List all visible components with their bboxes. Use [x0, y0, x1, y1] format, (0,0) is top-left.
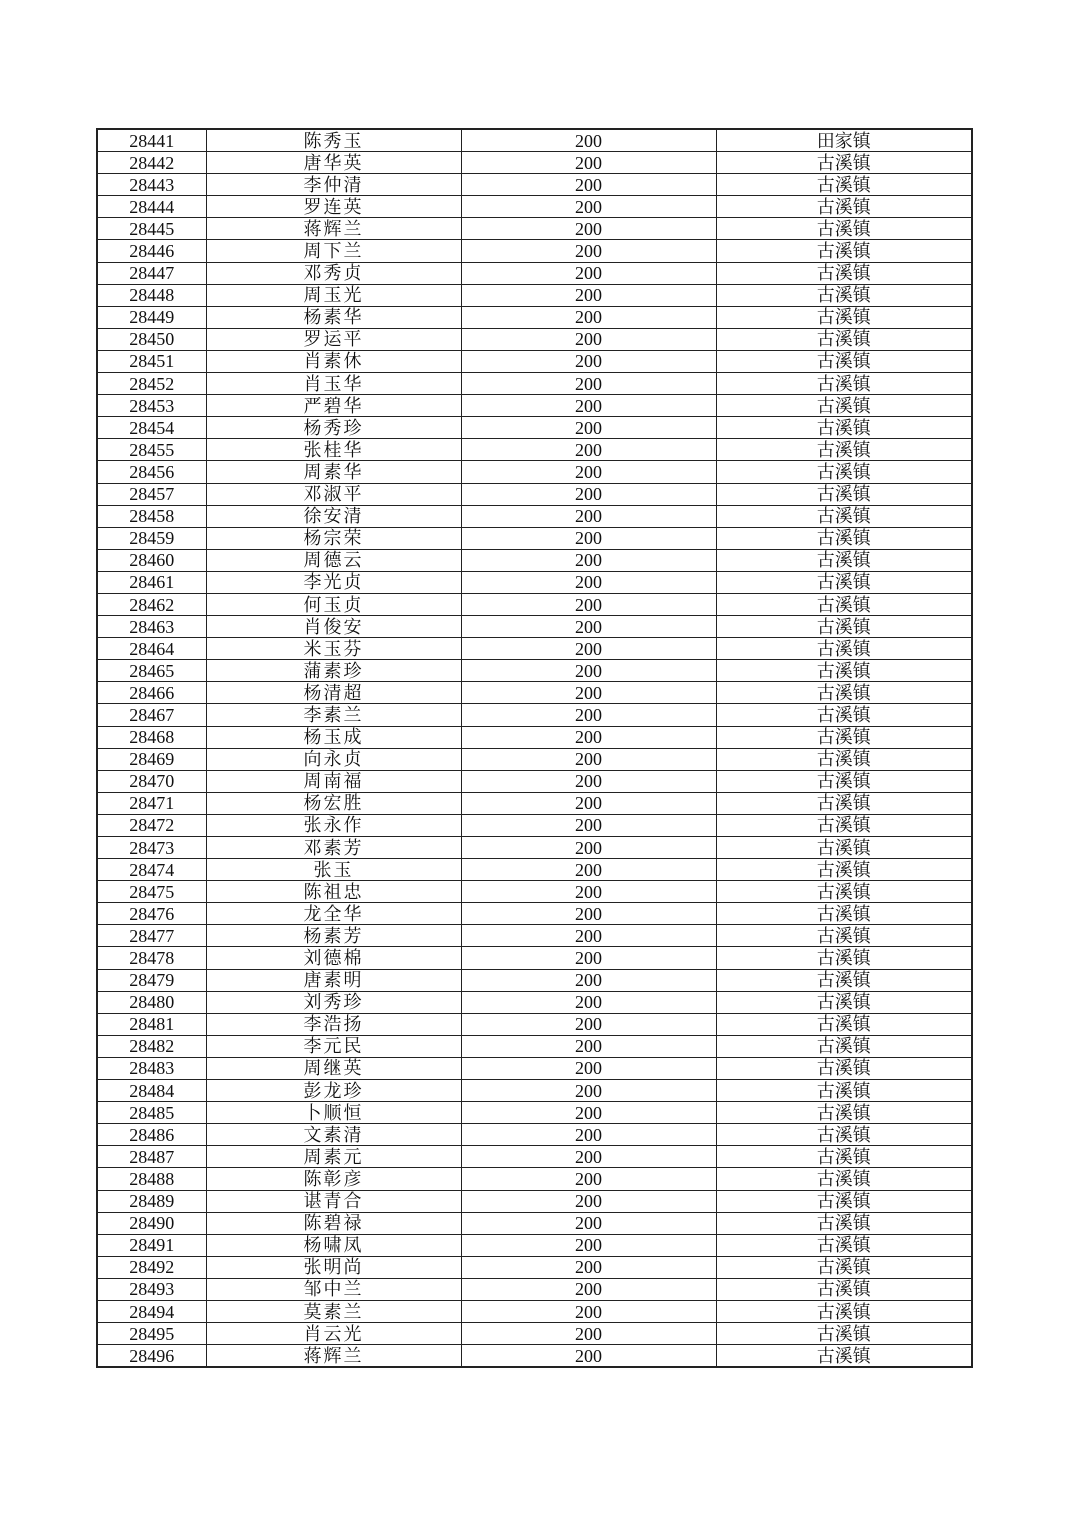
town-cell: 古溪镇 [716, 284, 972, 306]
table-row [97, 1102, 972, 1124]
name-cell: 李元民 [206, 1035, 461, 1057]
table-row [97, 284, 972, 306]
name-cell: 邓秀贞 [206, 262, 461, 284]
record-number-cell: 28452 [97, 373, 206, 395]
amount-cell: 200 [461, 859, 716, 881]
record-number-cell: 28471 [97, 792, 206, 814]
town-cell: 古溪镇 [716, 1057, 972, 1079]
town-cell: 古溪镇 [716, 527, 972, 549]
name-cell: 向永贞 [206, 748, 461, 770]
name-cell: 徐安清 [206, 505, 461, 527]
town-cell: 古溪镇 [716, 373, 972, 395]
table-row [97, 1300, 972, 1322]
record-number-cell: 28466 [97, 682, 206, 704]
name-cell: 陈碧禄 [206, 1212, 461, 1234]
name-cell: 张玉 [206, 859, 461, 881]
amount-cell: 200 [461, 903, 716, 925]
table-row [97, 925, 972, 947]
table-row [97, 527, 972, 549]
table-row [97, 881, 972, 903]
record-number-cell: 28488 [97, 1168, 206, 1190]
town-cell: 古溪镇 [716, 748, 972, 770]
amount-cell: 200 [461, 306, 716, 328]
amount-cell: 200 [461, 1190, 716, 1212]
table-row [97, 1234, 972, 1256]
table-row [97, 350, 972, 372]
name-cell: 李仲清 [206, 174, 461, 196]
record-number-cell: 28487 [97, 1146, 206, 1168]
name-cell: 彭龙珍 [206, 1080, 461, 1102]
town-cell: 古溪镇 [716, 1212, 972, 1234]
table-row [97, 704, 972, 726]
name-cell: 蒋辉兰 [206, 1345, 461, 1368]
town-cell: 田家镇 [716, 129, 972, 152]
amount-cell: 200 [461, 196, 716, 218]
record-number-cell: 28494 [97, 1300, 206, 1322]
amount-cell: 200 [461, 1102, 716, 1124]
name-cell: 蒋辉兰 [206, 218, 461, 240]
name-cell: 张桂华 [206, 439, 461, 461]
table-row [97, 240, 972, 262]
name-cell: 邓淑平 [206, 483, 461, 505]
town-cell: 古溪镇 [716, 1278, 972, 1300]
record-number-cell: 28482 [97, 1035, 206, 1057]
record-number-cell: 28483 [97, 1057, 206, 1079]
record-number-cell: 28491 [97, 1234, 206, 1256]
table-row [97, 328, 972, 350]
town-cell: 古溪镇 [716, 903, 972, 925]
table-row [97, 218, 972, 240]
record-number-cell: 28464 [97, 638, 206, 660]
amount-cell: 200 [461, 395, 716, 417]
town-cell: 古溪镇 [716, 726, 972, 748]
town-cell: 古溪镇 [716, 638, 972, 660]
town-cell: 古溪镇 [716, 483, 972, 505]
record-number-cell: 28496 [97, 1345, 206, 1368]
amount-cell: 200 [461, 770, 716, 792]
table-row [97, 792, 972, 814]
town-cell: 古溪镇 [716, 1035, 972, 1057]
town-cell: 古溪镇 [716, 991, 972, 1013]
table-row [97, 439, 972, 461]
table-row [97, 152, 972, 174]
table-row [97, 991, 972, 1013]
name-cell: 周下兰 [206, 240, 461, 262]
amount-cell: 200 [461, 1168, 716, 1190]
town-cell: 古溪镇 [716, 174, 972, 196]
town-cell: 古溪镇 [716, 792, 972, 814]
name-cell: 肖玉华 [206, 373, 461, 395]
table-row [97, 1278, 972, 1300]
name-cell: 文素清 [206, 1124, 461, 1146]
record-number-cell: 28467 [97, 704, 206, 726]
name-cell: 肖俊安 [206, 616, 461, 638]
town-cell: 古溪镇 [716, 152, 972, 174]
table-row [97, 1035, 972, 1057]
table-row [97, 174, 972, 196]
table-row [97, 1256, 972, 1278]
amount-cell: 200 [461, 638, 716, 660]
table-row [97, 1212, 972, 1234]
name-cell: 李光贞 [206, 571, 461, 593]
amount-cell: 200 [461, 837, 716, 859]
table-row [97, 417, 972, 439]
amount-cell: 200 [461, 439, 716, 461]
record-number-cell: 28445 [97, 218, 206, 240]
record-number-cell: 28470 [97, 770, 206, 792]
table-row [97, 373, 972, 395]
town-cell: 古溪镇 [716, 196, 972, 218]
name-cell: 邹中兰 [206, 1278, 461, 1300]
amount-cell: 200 [461, 1212, 716, 1234]
amount-cell: 200 [461, 947, 716, 969]
town-cell: 古溪镇 [716, 881, 972, 903]
town-cell: 古溪镇 [716, 1168, 972, 1190]
table-row [97, 395, 972, 417]
town-cell: 古溪镇 [716, 1102, 972, 1124]
record-number-cell: 28473 [97, 837, 206, 859]
town-cell: 古溪镇 [716, 1256, 972, 1278]
table-row [97, 483, 972, 505]
town-cell: 古溪镇 [716, 549, 972, 571]
amount-cell: 200 [461, 483, 716, 505]
town-cell: 古溪镇 [716, 1300, 972, 1322]
record-number-cell: 28459 [97, 527, 206, 549]
record-number-cell: 28486 [97, 1124, 206, 1146]
table-row [97, 1190, 972, 1212]
table-row [97, 461, 972, 483]
amount-cell: 200 [461, 748, 716, 770]
name-cell: 周素元 [206, 1146, 461, 1168]
town-cell: 古溪镇 [716, 350, 972, 372]
name-cell: 肖素休 [206, 350, 461, 372]
name-cell: 邓素芳 [206, 837, 461, 859]
record-number-cell: 28474 [97, 859, 206, 881]
record-number-cell: 28478 [97, 947, 206, 969]
name-cell: 刘秀珍 [206, 991, 461, 1013]
town-cell: 古溪镇 [716, 704, 972, 726]
table-row [97, 1146, 972, 1168]
amount-cell: 200 [461, 925, 716, 947]
amount-cell: 200 [461, 373, 716, 395]
amount-cell: 200 [461, 417, 716, 439]
name-cell: 米玉芬 [206, 638, 461, 660]
amount-cell: 200 [461, 1080, 716, 1102]
table-row [97, 1323, 972, 1345]
name-cell: 周德云 [206, 549, 461, 571]
table-row [97, 306, 972, 328]
name-cell: 陈祖忠 [206, 881, 461, 903]
table-row [97, 1080, 972, 1102]
name-cell: 陈彰彦 [206, 1168, 461, 1190]
town-cell: 古溪镇 [716, 837, 972, 859]
amount-cell: 200 [461, 814, 716, 836]
town-cell: 古溪镇 [716, 571, 972, 593]
name-cell: 杨宗荣 [206, 527, 461, 549]
name-cell: 罗连英 [206, 196, 461, 218]
name-cell: 杨宏胜 [206, 792, 461, 814]
amount-cell: 200 [461, 1300, 716, 1322]
table-row [97, 196, 972, 218]
amount-cell: 200 [461, 1124, 716, 1146]
name-cell: 杨素芳 [206, 925, 461, 947]
record-number-cell: 28451 [97, 350, 206, 372]
name-cell: 蒲素珍 [206, 660, 461, 682]
town-cell: 古溪镇 [716, 328, 972, 350]
name-cell: 罗运平 [206, 328, 461, 350]
amount-cell: 200 [461, 262, 716, 284]
amount-cell: 200 [461, 461, 716, 483]
amount-cell: 200 [461, 350, 716, 372]
name-cell: 张明尚 [206, 1256, 461, 1278]
record-number-cell: 28458 [97, 505, 206, 527]
town-cell: 古溪镇 [716, 1124, 972, 1146]
town-cell: 古溪镇 [716, 262, 972, 284]
table-body [97, 129, 972, 1367]
name-cell: 谌青合 [206, 1190, 461, 1212]
amount-cell: 200 [461, 1345, 716, 1368]
name-cell: 刘德棉 [206, 947, 461, 969]
name-cell: 杨玉成 [206, 726, 461, 748]
record-number-cell: 28477 [97, 925, 206, 947]
amount-cell: 200 [461, 969, 716, 991]
amount-cell: 200 [461, 328, 716, 350]
amount-cell: 200 [461, 1035, 716, 1057]
amount-cell: 200 [461, 129, 716, 152]
town-cell: 古溪镇 [716, 417, 972, 439]
name-cell: 陈秀玉 [206, 129, 461, 152]
amount-cell: 200 [461, 549, 716, 571]
table-row [97, 859, 972, 881]
record-number-cell: 28485 [97, 1102, 206, 1124]
name-cell: 唐华英 [206, 152, 461, 174]
amount-cell: 200 [461, 505, 716, 527]
town-cell: 古溪镇 [716, 682, 972, 704]
name-cell: 卜顺恒 [206, 1102, 461, 1124]
table-row [97, 571, 972, 593]
amount-cell: 200 [461, 991, 716, 1013]
amount-cell: 200 [461, 726, 716, 748]
town-cell: 古溪镇 [716, 1234, 972, 1256]
data-table [96, 128, 973, 1368]
name-cell: 杨素华 [206, 306, 461, 328]
record-number-cell: 28463 [97, 616, 206, 638]
town-cell: 古溪镇 [716, 439, 972, 461]
amount-cell: 200 [461, 1057, 716, 1079]
record-number-cell: 28462 [97, 593, 206, 615]
record-number-cell: 28442 [97, 152, 206, 174]
record-number-cell: 28469 [97, 748, 206, 770]
town-cell: 古溪镇 [716, 616, 972, 638]
table-row [97, 1345, 972, 1368]
name-cell: 肖云光 [206, 1323, 461, 1345]
table-row [97, 726, 972, 748]
table-row [97, 903, 972, 925]
table-row [97, 262, 972, 284]
record-number-cell: 28447 [97, 262, 206, 284]
amount-cell: 200 [461, 660, 716, 682]
table-row [97, 1168, 972, 1190]
table-row [97, 638, 972, 660]
town-cell: 古溪镇 [716, 969, 972, 991]
record-number-cell: 28446 [97, 240, 206, 262]
record-number-cell: 28468 [97, 726, 206, 748]
record-number-cell: 28443 [97, 174, 206, 196]
town-cell: 古溪镇 [716, 1345, 972, 1368]
record-number-cell: 28441 [97, 129, 206, 152]
town-cell: 古溪镇 [716, 1013, 972, 1035]
table-row [97, 1057, 972, 1079]
town-cell: 古溪镇 [716, 505, 972, 527]
name-cell: 杨清超 [206, 682, 461, 704]
record-number-cell: 28479 [97, 969, 206, 991]
name-cell: 周继英 [206, 1057, 461, 1079]
table-row [97, 549, 972, 571]
amount-cell: 200 [461, 174, 716, 196]
table-row [97, 969, 972, 991]
table-row [97, 616, 972, 638]
name-cell: 周南福 [206, 770, 461, 792]
record-number-cell: 28495 [97, 1323, 206, 1345]
record-number-cell: 28461 [97, 571, 206, 593]
name-cell: 张永作 [206, 814, 461, 836]
town-cell: 古溪镇 [716, 660, 972, 682]
amount-cell: 200 [461, 284, 716, 306]
amount-cell: 200 [461, 682, 716, 704]
record-number-cell: 28455 [97, 439, 206, 461]
amount-cell: 200 [461, 571, 716, 593]
amount-cell: 200 [461, 240, 716, 262]
record-number-cell: 28472 [97, 814, 206, 836]
town-cell: 古溪镇 [716, 1323, 972, 1345]
table-row [97, 505, 972, 527]
record-number-cell: 28493 [97, 1278, 206, 1300]
town-cell: 古溪镇 [716, 1146, 972, 1168]
record-number-cell: 28444 [97, 196, 206, 218]
record-number-cell: 28484 [97, 1080, 206, 1102]
name-cell: 李浩扬 [206, 1013, 461, 1035]
town-cell: 古溪镇 [716, 1080, 972, 1102]
record-number-cell: 28454 [97, 417, 206, 439]
amount-cell: 200 [461, 1013, 716, 1035]
amount-cell: 200 [461, 1323, 716, 1345]
town-cell: 古溪镇 [716, 1190, 972, 1212]
amount-cell: 200 [461, 1256, 716, 1278]
name-cell: 李素兰 [206, 704, 461, 726]
town-cell: 古溪镇 [716, 770, 972, 792]
amount-cell: 200 [461, 1234, 716, 1256]
town-cell: 古溪镇 [716, 240, 972, 262]
amount-cell: 200 [461, 593, 716, 615]
record-number-cell: 28456 [97, 461, 206, 483]
amount-cell: 200 [461, 152, 716, 174]
name-cell: 周素华 [206, 461, 461, 483]
name-cell: 龙全华 [206, 903, 461, 925]
record-number-cell: 28480 [97, 991, 206, 1013]
record-number-cell: 28475 [97, 881, 206, 903]
record-number-cell: 28465 [97, 660, 206, 682]
amount-cell: 200 [461, 792, 716, 814]
table-row [97, 660, 972, 682]
table-row [97, 1013, 972, 1035]
record-number-cell: 28457 [97, 483, 206, 505]
table-row [97, 748, 972, 770]
name-cell: 何玉贞 [206, 593, 461, 615]
town-cell: 古溪镇 [716, 395, 972, 417]
record-number-cell: 28450 [97, 328, 206, 350]
table-row [97, 814, 972, 836]
table-row [97, 837, 972, 859]
name-cell: 杨啸凤 [206, 1234, 461, 1256]
record-number-cell: 28448 [97, 284, 206, 306]
town-cell: 古溪镇 [716, 593, 972, 615]
table-row [97, 770, 972, 792]
table-row [97, 682, 972, 704]
name-cell: 周玉光 [206, 284, 461, 306]
record-number-cell: 28460 [97, 549, 206, 571]
town-cell: 古溪镇 [716, 461, 972, 483]
amount-cell: 200 [461, 616, 716, 638]
record-number-cell: 28490 [97, 1212, 206, 1234]
table-row [97, 593, 972, 615]
record-number-cell: 28492 [97, 1256, 206, 1278]
table-row [97, 129, 972, 152]
amount-cell: 200 [461, 1278, 716, 1300]
town-cell: 古溪镇 [716, 218, 972, 240]
town-cell: 古溪镇 [716, 859, 972, 881]
amount-cell: 200 [461, 1146, 716, 1168]
table-row [97, 947, 972, 969]
name-cell: 杨秀珍 [206, 417, 461, 439]
record-number-cell: 28449 [97, 306, 206, 328]
amount-cell: 200 [461, 527, 716, 549]
record-number-cell: 28476 [97, 903, 206, 925]
amount-cell: 200 [461, 218, 716, 240]
record-number-cell: 28489 [97, 1190, 206, 1212]
name-cell: 唐素明 [206, 969, 461, 991]
amount-cell: 200 [461, 704, 716, 726]
amount-cell: 200 [461, 881, 716, 903]
town-cell: 古溪镇 [716, 306, 972, 328]
town-cell: 古溪镇 [716, 814, 972, 836]
town-cell: 古溪镇 [716, 947, 972, 969]
table-row [97, 1124, 972, 1146]
town-cell: 古溪镇 [716, 925, 972, 947]
record-number-cell: 28453 [97, 395, 206, 417]
name-cell: 莫素兰 [206, 1300, 461, 1322]
record-number-cell: 28481 [97, 1013, 206, 1035]
name-cell: 严碧华 [206, 395, 461, 417]
